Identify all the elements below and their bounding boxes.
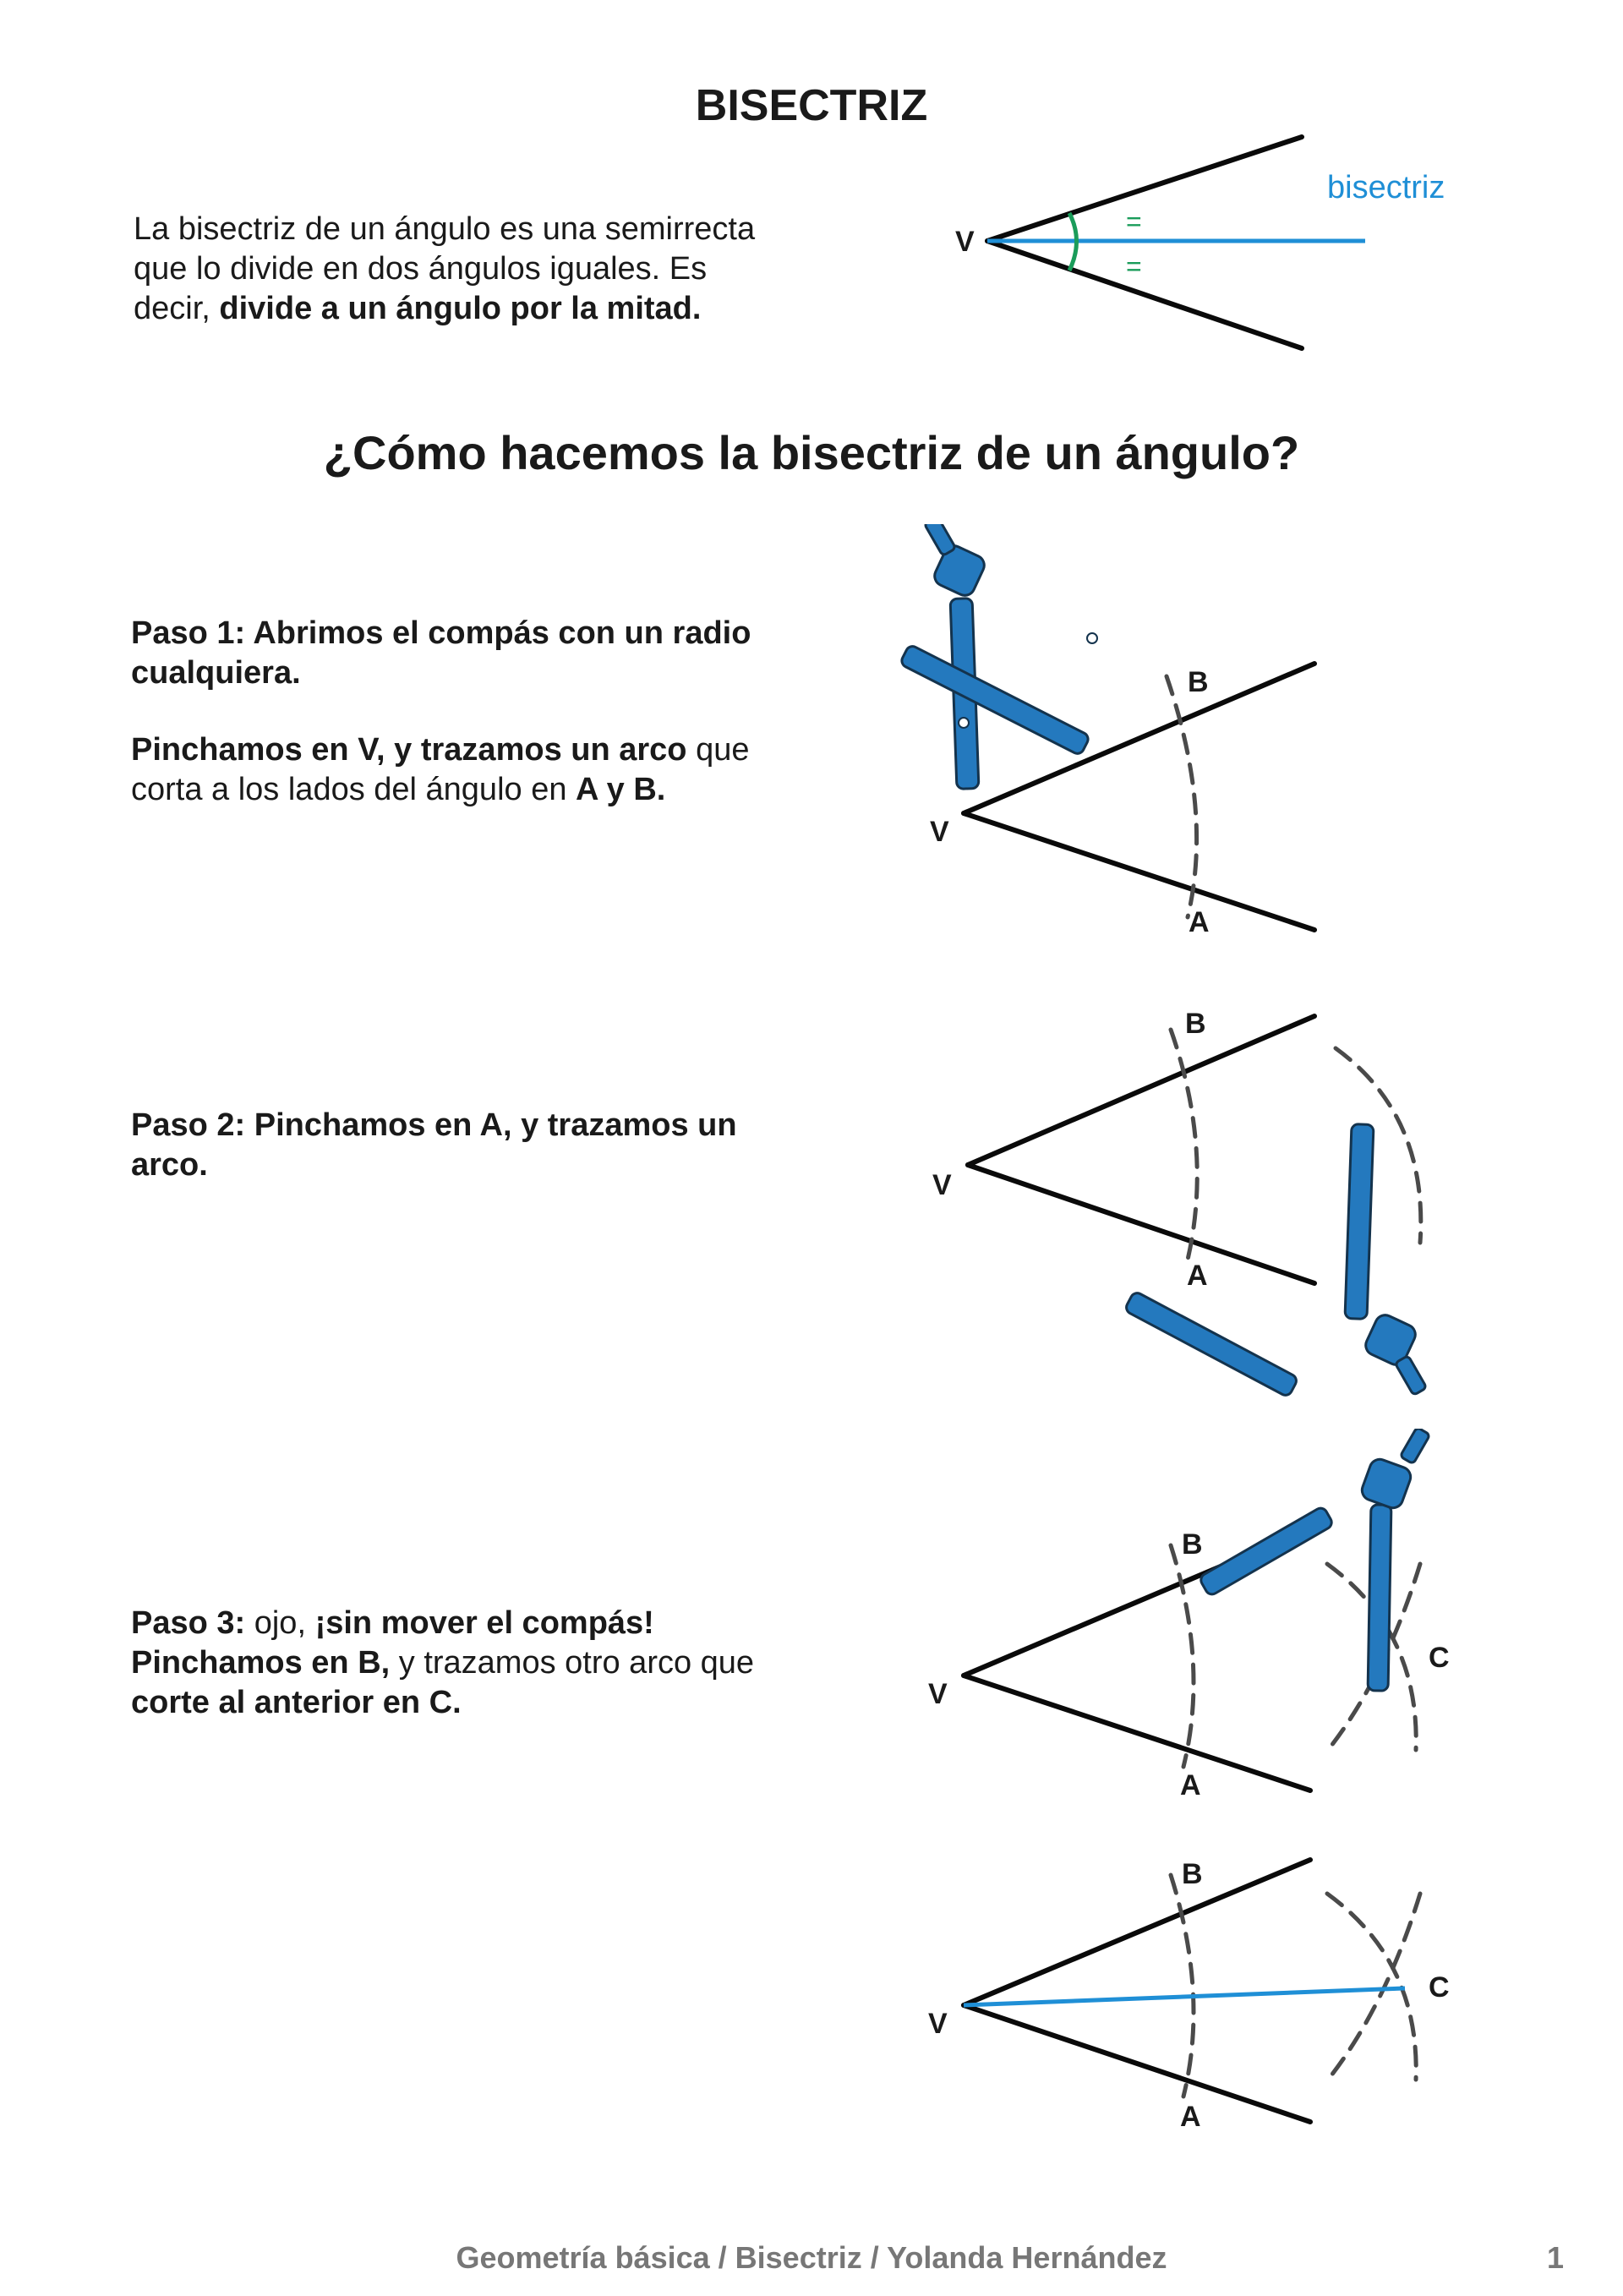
compass-icon [899, 524, 1097, 789]
step-3-bold-1: Paso 3: [131, 1605, 246, 1641]
step-3-diagram [879, 1429, 1471, 1818]
step-3-paragraph [131, 1604, 773, 1723]
angle-side-upper [987, 137, 1302, 241]
intro-paragraph [134, 210, 759, 329]
bisector-label: bisectriz [1327, 170, 1445, 205]
step-2-diagram [879, 998, 1454, 1403]
label-b: B [1185, 1008, 1206, 1040]
intro-text-bold: divide a un ángulo por la mitad. [219, 291, 702, 326]
step-3-text [131, 1604, 773, 1760]
label-c: C [1429, 1971, 1450, 2004]
angle-side-upper [964, 1860, 1310, 2005]
label-v: V [930, 816, 949, 848]
equal-mark-upper: = [1126, 206, 1142, 237]
label-b: B [1182, 1858, 1203, 1890]
angle-side-lower [964, 813, 1314, 930]
step-3-bold-4: corte al anterior en C. [131, 1685, 462, 1720]
step-1-plain: que corta a los lados del ángulo en [131, 732, 750, 807]
label-a: A [1187, 1260, 1208, 1292]
label-v: V [928, 1678, 948, 1710]
label-v: V [932, 1169, 952, 1201]
label-a: A [1180, 2101, 1201, 2133]
compass-icon [1199, 1429, 1430, 1691]
arc-from-v [1171, 1030, 1197, 1260]
step-3-plain-2: y trazamos otro arco que [398, 1645, 755, 1681]
compass-icon [1124, 1124, 1427, 1398]
step-3-bold-3: Pinchamos en B, [131, 1645, 391, 1681]
equal-mark-lower: = [1126, 251, 1142, 282]
angle-side-lower [987, 241, 1302, 348]
intro-text: La bisectriz de un ángulo es una semirrecta que lo divide en dos ángulos iguales. Es decir, [134, 211, 756, 326]
label-a: A [1180, 1769, 1201, 1801]
label-b: B [1188, 666, 1209, 698]
angle-side-upper [968, 1016, 1314, 1165]
label-a: A [1189, 906, 1210, 938]
angle-side-lower [964, 2005, 1310, 2122]
step-2-text [131, 1106, 773, 1222]
step-1-bold-3: A y B. [576, 772, 666, 807]
section-question: ¿Cómo hacemos la bisectriz de un ángulo? [323, 426, 1300, 479]
step-1-line-2 [131, 730, 773, 810]
vertex-label: V [955, 226, 975, 258]
step-2-line-1: Paso 2: Pinchamos en A, y trazamos un arco. [131, 1107, 737, 1183]
step-3-plain-1: ojo, [254, 1605, 307, 1641]
bisector-line [964, 1988, 1405, 2005]
step-3-bold-2: ¡sin mover el compás! [314, 1605, 654, 1641]
step-4-diagram [879, 1843, 1471, 2164]
bisector-definition-diagram [930, 118, 1522, 372]
step-1-text [131, 614, 773, 847]
label-v: V [928, 2008, 948, 2040]
page-title: BISECTRIZ [695, 81, 928, 130]
label-c: C [1429, 1642, 1450, 1674]
angle-side-upper [964, 664, 1314, 813]
angle-side-lower [968, 1165, 1314, 1283]
step-1-diagram [879, 524, 1420, 964]
step-1-line-1: Paso 1: Abrimos el compás con un radio cualquiera. [131, 615, 751, 691]
page-number: 1 [1546, 2240, 1564, 2275]
page-footer: Geometría básica / Bisectriz / Yolanda Hernández [456, 2240, 1167, 2275]
step-1-bold-2: Pinchamos en V, y trazamos un arco [131, 732, 687, 768]
arc-from-b [1331, 1894, 1420, 2075]
angle-side-lower [964, 1676, 1310, 1790]
label-b: B [1182, 1528, 1203, 1561]
